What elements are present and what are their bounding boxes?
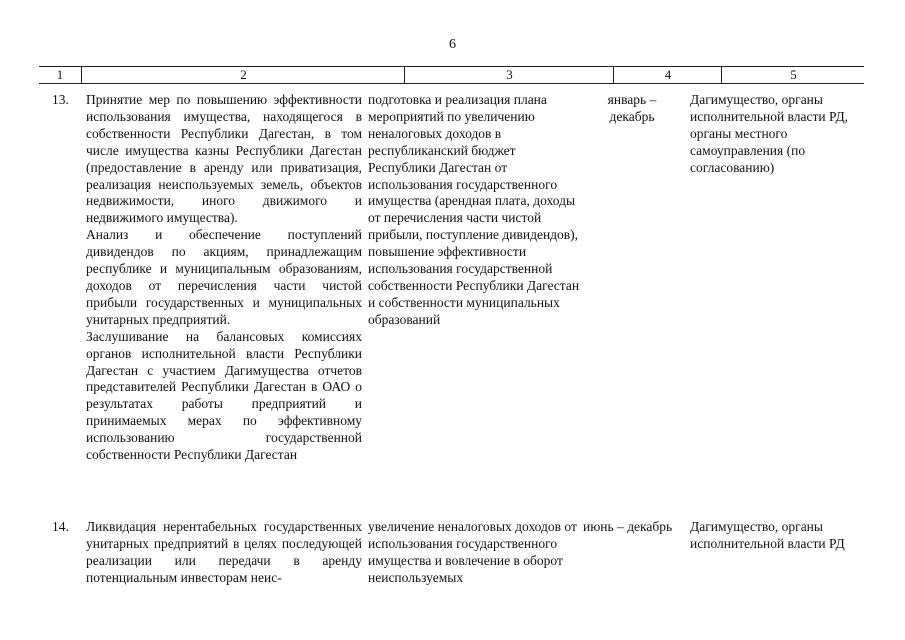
expected-result: подготовка и реализация плана мероприятий по увеличению неналоговых доходов в республиканский бюджет Республики Дагестан от использования государственного имущества (арендная плата, доходы от перечисления части чистой прибыли, поступление дивидендов), повышение эффективности использования государственной собственности Республики Дагестан и собственности муниципальных образований [368,92,580,327]
responsible-party: Дагимущество, органы исполнительной власти РД, органы местного самоуправления (по согласованию) [690,92,849,175]
measure-paragraph: Ликвидация нерентабельных государственных унитарных предприятий в целях последующей реализации или передачи в аренду потенциальным инвесторам неис- [86,519,362,585]
measure-paragraph: Анализ и обеспечение поступлений дивидендов по акциям, принадлежащим республике и муниципальным образованиям, доходов от перечисления части чистой прибыли государственных и муниципальных унитарных предприятий. [86,227,362,327]
responsible-party: Дагимущество, органы исполнительной власти РД [690,519,845,551]
execution-term: июнь – декабрь [583,519,673,534]
page-number: 6 [449,37,456,52]
row-number: 14. [52,519,69,534]
measure-text [86,519,362,587]
header-col-4: 4 [613,67,722,83]
expected-result: увеличение неналоговых доходов от использования государственного имущества и вовлечение в оборот неиспользуемых [368,519,577,585]
measure-paragraph: Заслушивание на балансовых комиссиях органов исполнительной власти Республики Дагестан с участием Дагимущества отчетов представителей Республики Дагестан в ОАО о результатах работы предприятий и принимаемых мерах по эффективному использованию государственной собственности Республики Дагестан [86,328,362,463]
measure-paragraph: Принятие мер по повышению эффективности использования имущества, находящегося в собственности Республики Дагестан, в том числе имущества казны Республики Дагестан (предоставление в аренду или приватизация, реализация неиспользуемых земель, объектов недвижимости, иного движимого и недвижимого имущества). [86,92,362,226]
header-col-3: 3 [404,67,614,83]
execution-term: январь – декабрь [607,92,657,124]
header-col-5: 5 [721,67,865,83]
table-header [39,66,864,84]
row-number: 13. [52,92,69,107]
header-col-1: 1 [56,67,64,82]
header-col-2: 2 [81,67,405,83]
measure-text [86,92,362,464]
